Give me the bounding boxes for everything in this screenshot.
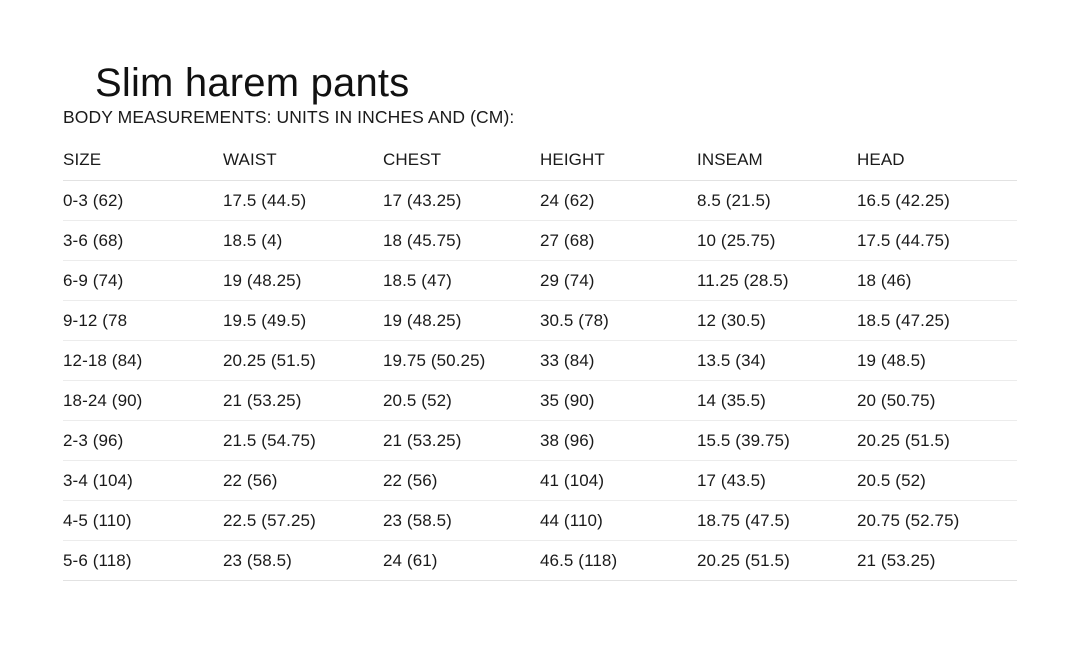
table-row [63,461,1017,501]
cell-chest: 17 (43.25) [383,181,540,221]
cell-inseam: 18.75 (47.5) [697,501,857,541]
measurements-subtitle: BODY MEASUREMENTS: UNITS IN INCHES AND (CM): [63,107,515,127]
cell-head: 19 (48.5) [857,341,1017,381]
cell-chest: 18.5 (47) [383,261,540,301]
column-header-inseam: INSEAM [697,140,857,181]
cell-waist: 18.5 (4) [223,221,383,261]
cell-inseam: 14 (35.5) [697,381,857,421]
cell-height: 33 (84) [540,341,697,381]
cell-height: 41 (104) [540,461,697,501]
cell-inseam: 12 (30.5) [697,301,857,341]
cell-head: 20 (50.75) [857,381,1017,421]
cell-inseam: 15.5 (39.75) [697,421,857,461]
cell-inseam: 11.25 (28.5) [697,261,857,301]
cell-chest: 19.75 (50.25) [383,341,540,381]
cell-waist: 17.5 (44.5) [223,181,383,221]
table-row [63,261,1017,301]
cell-waist: 22.5 (57.25) [223,501,383,541]
cell-head: 20.75 (52.75) [857,501,1017,541]
cell-height: 46.5 (118) [540,541,697,581]
cell-chest: 24 (61) [383,541,540,581]
cell-head: 16.5 (42.25) [857,181,1017,221]
column-header-size: SIZE [63,140,223,181]
table-row [63,221,1017,261]
cell-waist: 21 (53.25) [223,381,383,421]
cell-head: 18.5 (47.25) [857,301,1017,341]
cell-waist: 22 (56) [223,461,383,501]
cell-chest: 22 (56) [383,461,540,501]
cell-chest: 19 (48.25) [383,301,540,341]
cell-size: 3-4 (104) [63,461,223,501]
table-header [63,140,1017,181]
column-header-height: HEIGHT [540,140,697,181]
table-row [63,501,1017,541]
table-row [63,341,1017,381]
cell-size: 18-24 (90) [63,381,223,421]
cell-size: 5-6 (118) [63,541,223,581]
cell-size: 9-12 (78 [63,301,223,341]
cell-height: 44 (110) [540,501,697,541]
table-row [63,421,1017,461]
cell-size: 4-5 (110) [63,501,223,541]
cell-chest: 20.5 (52) [383,381,540,421]
column-header-chest: CHEST [383,140,540,181]
cell-head: 20.5 (52) [857,461,1017,501]
cell-waist: 20.25 (51.5) [223,341,383,381]
cell-head: 18 (46) [857,261,1017,301]
cell-chest: 21 (53.25) [383,421,540,461]
cell-height: 24 (62) [540,181,697,221]
cell-size: 12-18 (84) [63,341,223,381]
cell-size: 6-9 (74) [63,261,223,301]
cell-chest: 18 (45.75) [383,221,540,261]
cell-waist: 21.5 (54.75) [223,421,383,461]
table-row [63,381,1017,421]
cell-height: 30.5 (78) [540,301,697,341]
table-row [63,301,1017,341]
table-row [63,181,1017,221]
cell-size: 0-3 (62) [63,181,223,221]
column-header-head: HEAD [857,140,1017,181]
cell-head: 21 (53.25) [857,541,1017,581]
table-header-row [63,140,1017,181]
cell-inseam: 13.5 (34) [697,341,857,381]
cell-inseam: 20.25 (51.5) [697,541,857,581]
page-title: Slim harem pants [95,60,410,105]
cell-height: 38 (96) [540,421,697,461]
cell-inseam: 10 (25.75) [697,221,857,261]
cell-height: 29 (74) [540,261,697,301]
cell-waist: 19 (48.25) [223,261,383,301]
size-table [63,140,1017,581]
cell-chest: 23 (58.5) [383,501,540,541]
cell-height: 27 (68) [540,221,697,261]
cell-head: 20.25 (51.5) [857,421,1017,461]
table-body [63,181,1017,581]
column-header-waist: WAIST [223,140,383,181]
cell-waist: 23 (58.5) [223,541,383,581]
cell-size: 2-3 (96) [63,421,223,461]
size-table-container [63,140,1017,581]
cell-inseam: 17 (43.5) [697,461,857,501]
cell-size: 3-6 (68) [63,221,223,261]
table-row [63,541,1017,581]
cell-height: 35 (90) [540,381,697,421]
cell-waist: 19.5 (49.5) [223,301,383,341]
cell-inseam: 8.5 (21.5) [697,181,857,221]
cell-head: 17.5 (44.75) [857,221,1017,261]
